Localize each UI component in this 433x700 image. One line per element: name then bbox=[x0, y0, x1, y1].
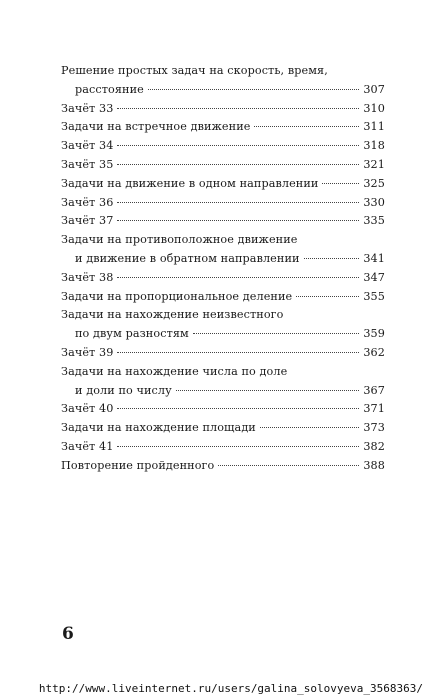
dot-leader bbox=[304, 258, 359, 259]
toc-entry-page: 359 bbox=[363, 327, 385, 341]
dot-leader bbox=[254, 126, 359, 127]
toc-entry-line-last bbox=[61, 288, 385, 307]
toc-entry bbox=[61, 288, 385, 307]
toc-entry-page: 362 bbox=[363, 345, 385, 359]
toc-entry-line bbox=[61, 62, 385, 81]
toc-entry bbox=[61, 344, 385, 363]
page-number: 6 bbox=[62, 624, 74, 644]
toc-entry-title: Задачи на пропорциональное деление bbox=[61, 289, 293, 303]
toc-entry-title: и движение в обратном направлении bbox=[75, 251, 300, 265]
toc-entry bbox=[61, 194, 385, 213]
toc-entry-line-last bbox=[61, 212, 385, 231]
toc-entry-page: 325 bbox=[363, 176, 385, 190]
dot-leader bbox=[218, 465, 359, 466]
toc-entry-page: 341 bbox=[363, 251, 385, 265]
toc-entry-page: 388 bbox=[363, 458, 385, 472]
toc-entry-line-last bbox=[61, 81, 385, 100]
dot-leader bbox=[117, 352, 359, 353]
toc-entry-title: и доли по числу bbox=[75, 383, 172, 397]
toc-entry-title: Повторение пройденного bbox=[61, 458, 215, 472]
toc-entry bbox=[61, 100, 385, 119]
dot-leader bbox=[176, 390, 359, 391]
toc-entry-page: 382 bbox=[363, 439, 385, 453]
dot-leader bbox=[117, 220, 359, 221]
toc-entry-page: 373 bbox=[363, 421, 385, 435]
toc-entry-page: 310 bbox=[363, 101, 385, 115]
toc-entry-title: Зачёт 36 bbox=[61, 195, 114, 209]
toc-entry-line-last bbox=[61, 175, 385, 194]
toc-entry-title: Задачи на противоположное движение bbox=[61, 233, 298, 247]
toc-entry-line-last bbox=[61, 457, 385, 476]
toc-entry-line-last bbox=[61, 344, 385, 363]
toc-entry bbox=[61, 231, 385, 269]
toc-entry bbox=[61, 400, 385, 419]
dot-leader bbox=[322, 183, 359, 184]
dot-leader bbox=[148, 89, 359, 90]
toc-entry bbox=[61, 438, 385, 457]
dot-leader bbox=[117, 108, 359, 109]
dot-leader bbox=[117, 164, 359, 165]
toc-entry-page: 367 bbox=[363, 383, 385, 397]
toc-entry-title: Зачёт 41 bbox=[61, 439, 114, 453]
toc-entry-page: 318 bbox=[363, 139, 385, 153]
toc-entry bbox=[61, 363, 385, 401]
toc-entry-title: Зачёт 33 bbox=[61, 101, 114, 115]
dot-leader bbox=[296, 296, 359, 297]
toc-entry-line-last bbox=[61, 250, 385, 269]
footer-url[interactable]: http://www.liveinternet.ru/users/galina_solovyeva_3568363/ bbox=[38, 682, 423, 695]
toc-entry-line-last bbox=[61, 269, 385, 288]
toc-entry bbox=[61, 137, 385, 156]
toc-entry-page: 355 bbox=[363, 289, 385, 303]
toc-entry-title: Задачи на нахождение неизвестного bbox=[61, 308, 284, 322]
toc-entry-line bbox=[61, 231, 385, 250]
toc-entry bbox=[61, 306, 385, 344]
dot-leader bbox=[193, 333, 359, 334]
toc-entry-page: 321 bbox=[363, 157, 385, 171]
toc-entry-page: 371 bbox=[363, 402, 385, 416]
toc-entry-title: Зачёт 35 bbox=[61, 157, 114, 171]
toc-entry-page: 347 bbox=[363, 270, 385, 284]
toc-entry-title: Зачёт 38 bbox=[61, 270, 114, 284]
toc-entry-title: Зачёт 34 bbox=[61, 139, 114, 153]
dot-leader bbox=[117, 277, 359, 278]
toc-entry bbox=[61, 156, 385, 175]
toc-entry-line-last bbox=[61, 156, 385, 175]
toc-entry-title: Зачёт 37 bbox=[61, 214, 114, 228]
toc-entry-line-last bbox=[61, 137, 385, 156]
toc-entry-title: по двум разностям bbox=[75, 327, 189, 341]
toc-entry-page: 330 bbox=[363, 195, 385, 209]
toc-entry-line-last bbox=[61, 118, 385, 137]
toc-entry bbox=[61, 419, 385, 438]
table-of-contents bbox=[61, 62, 385, 476]
toc-entry bbox=[61, 118, 385, 137]
dot-leader bbox=[260, 427, 359, 428]
toc-entry-line-last bbox=[61, 325, 385, 344]
toc-entry-line-last bbox=[61, 382, 385, 401]
toc-entry bbox=[61, 269, 385, 288]
toc-entry-page: 307 bbox=[363, 82, 385, 96]
toc-entry-line-last bbox=[61, 419, 385, 438]
dot-leader bbox=[117, 145, 359, 146]
toc-entry-line-last bbox=[61, 400, 385, 419]
toc-entry-page: 335 bbox=[363, 214, 385, 228]
toc-entry-line bbox=[61, 363, 385, 382]
toc-entry-page: 311 bbox=[363, 120, 385, 134]
toc-entry-title: расстояние bbox=[75, 82, 144, 96]
toc-entry-title: Задачи на нахождение числа по доле bbox=[61, 364, 288, 378]
toc-entry-line bbox=[61, 306, 385, 325]
toc-entry bbox=[61, 457, 385, 476]
toc-entry-title: Задачи на движение в одном направлении bbox=[61, 176, 319, 190]
dot-leader bbox=[117, 202, 359, 203]
toc-entry-title: Задачи на встречное движение bbox=[61, 120, 251, 134]
dot-leader bbox=[117, 408, 359, 409]
toc-entry-line-last bbox=[61, 438, 385, 457]
toc-entry-title: Решение простых задач на скорость, время, bbox=[61, 64, 328, 77]
toc-entry-line-last bbox=[61, 194, 385, 213]
toc-entry bbox=[61, 212, 385, 231]
toc-entry-title: Задачи на нахождение площади bbox=[61, 421, 256, 435]
toc-entry bbox=[61, 175, 385, 194]
toc-entry bbox=[61, 62, 385, 100]
toc-entry-title: Зачёт 40 bbox=[61, 402, 114, 416]
toc-entry-line-last bbox=[61, 100, 385, 119]
toc-entry-title: Зачёт 39 bbox=[61, 345, 114, 359]
dot-leader bbox=[117, 446, 359, 447]
